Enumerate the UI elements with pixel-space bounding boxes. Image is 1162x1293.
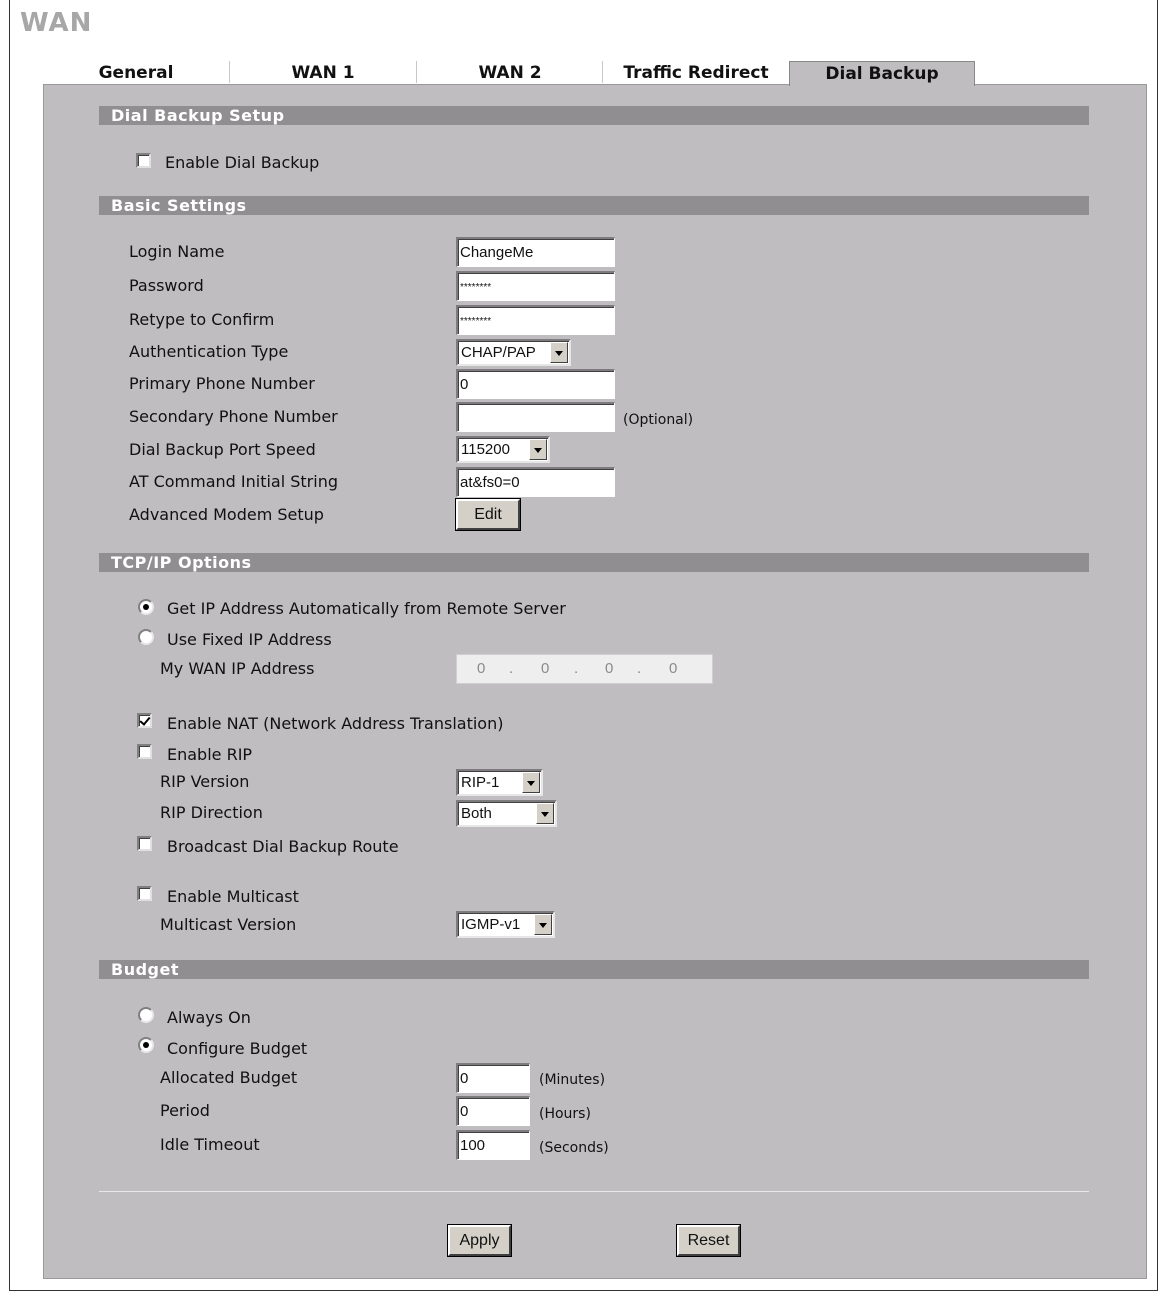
wan-ip-octet-3: 0 bbox=[605, 660, 614, 677]
apply-button[interactable]: Apply bbox=[448, 1225, 511, 1256]
password-label: Password bbox=[129, 276, 204, 295]
edit-modem-button[interactable]: Edit bbox=[456, 499, 520, 530]
divider bbox=[99, 1191, 1089, 1192]
port-speed-label: Dial Backup Port Speed bbox=[129, 440, 316, 459]
tab-wan2[interactable]: WAN 2 bbox=[478, 63, 542, 83]
chevron-down-icon[interactable] bbox=[529, 439, 547, 460]
minutes-unit: (Minutes) bbox=[539, 1072, 606, 1088]
allocated-budget-input[interactable]: 0 bbox=[456, 1063, 530, 1093]
retype-confirm-label: Retype to Confirm bbox=[129, 310, 275, 329]
broadcast-route-checkbox[interactable] bbox=[137, 836, 152, 851]
port-speed-select[interactable] bbox=[456, 436, 550, 463]
chevron-down-icon[interactable] bbox=[536, 803, 554, 824]
rip-version-label: RIP Version bbox=[160, 772, 250, 791]
primary-phone-input[interactable]: 0 bbox=[456, 369, 615, 399]
configure-budget-label: Configure Budget bbox=[167, 1039, 308, 1058]
at-command-label: AT Command Initial String bbox=[129, 472, 338, 491]
wan-ip-label: My WAN IP Address bbox=[160, 659, 315, 678]
at-command-input[interactable]: at&fs0=0 bbox=[456, 467, 615, 497]
enable-multicast-checkbox[interactable] bbox=[137, 886, 152, 901]
idle-timeout-input[interactable]: 100 bbox=[456, 1130, 530, 1160]
retype-confirm-input[interactable]: ******** bbox=[456, 305, 615, 335]
chevron-down-icon[interactable] bbox=[534, 914, 552, 935]
enable-rip-checkbox[interactable] bbox=[137, 744, 152, 759]
seconds-unit: (Seconds) bbox=[539, 1140, 609, 1156]
primary-phone-label: Primary Phone Number bbox=[129, 374, 315, 393]
multicast-version-label: Multicast Version bbox=[160, 915, 297, 934]
rip-direction-value: Both bbox=[461, 805, 492, 822]
idle-timeout-label: Idle Timeout bbox=[160, 1135, 260, 1154]
login-name-input[interactable]: ChangeMe bbox=[456, 237, 615, 267]
advanced-modem-label: Advanced Modem Setup bbox=[129, 505, 324, 524]
reset-button[interactable]: Reset bbox=[677, 1225, 740, 1256]
wan-ip-input[interactable] bbox=[456, 654, 713, 684]
chevron-down-icon[interactable] bbox=[550, 342, 568, 363]
auth-type-value: CHAP/PAP bbox=[461, 344, 536, 361]
enable-nat-checkbox[interactable] bbox=[137, 713, 152, 728]
enable-multicast-label: Enable Multicast bbox=[167, 887, 299, 906]
wan-ip-octet-1: 0 bbox=[477, 660, 486, 677]
multicast-version-select[interactable] bbox=[456, 911, 555, 938]
section-header-basic-settings: Basic Settings bbox=[99, 196, 1089, 215]
ip-separator: . bbox=[574, 660, 579, 677]
secondary-phone-label: Secondary Phone Number bbox=[129, 407, 338, 426]
password-input[interactable]: ******** bbox=[456, 271, 615, 301]
enable-dial-backup-checkbox[interactable] bbox=[136, 153, 151, 168]
ip-separator: . bbox=[637, 660, 642, 677]
port-speed-value: 115200 bbox=[461, 441, 510, 458]
ip-separator: . bbox=[509, 660, 514, 677]
rip-version-select[interactable] bbox=[456, 769, 543, 796]
period-label: Period bbox=[160, 1101, 210, 1120]
chevron-down-icon[interactable] bbox=[522, 772, 540, 793]
rip-direction-label: RIP Direction bbox=[160, 803, 263, 822]
tab-traffic-redirect[interactable]: Traffic Redirect bbox=[623, 63, 769, 83]
wan-ip-octet-2: 0 bbox=[541, 660, 550, 677]
rip-direction-select[interactable] bbox=[456, 800, 557, 827]
hours-unit: (Hours) bbox=[539, 1106, 591, 1122]
use-fixed-ip-label: Use Fixed IP Address bbox=[167, 630, 332, 649]
auth-type-label: Authentication Type bbox=[129, 342, 289, 361]
section-header-dial-backup-setup: Dial Backup Setup bbox=[99, 106, 1089, 125]
broadcast-route-label: Broadcast Dial Backup Route bbox=[167, 837, 399, 856]
tab-wan1[interactable]: WAN 1 bbox=[291, 63, 355, 83]
period-input[interactable]: 0 bbox=[456, 1096, 530, 1126]
configure-budget-radio[interactable] bbox=[138, 1037, 154, 1053]
use-fixed-ip-radio[interactable] bbox=[138, 629, 154, 645]
allocated-budget-label: Allocated Budget bbox=[160, 1068, 298, 1087]
auth-type-select[interactable] bbox=[456, 339, 571, 366]
multicast-version-value: IGMP-v1 bbox=[461, 916, 521, 933]
enable-rip-label: Enable RIP bbox=[167, 745, 253, 764]
optional-hint: (Optional) bbox=[623, 412, 694, 428]
enable-nat-label: Enable NAT (Network Address Translation) bbox=[167, 714, 504, 733]
rip-version-value: RIP-1 bbox=[461, 774, 500, 791]
secondary-phone-input[interactable] bbox=[456, 402, 615, 432]
get-ip-auto-label: Get IP Address Automatically from Remote Server bbox=[167, 599, 566, 618]
enable-dial-backup-label: Enable Dial Backup bbox=[165, 153, 320, 172]
wan-ip-octet-4: 0 bbox=[669, 660, 678, 677]
section-header-tcpip: TCP/IP Options bbox=[99, 553, 1089, 572]
section-header-budget: Budget bbox=[99, 960, 1089, 979]
login-name-label: Login Name bbox=[129, 242, 225, 261]
get-ip-auto-radio[interactable] bbox=[138, 599, 154, 615]
always-on-radio[interactable] bbox=[138, 1007, 154, 1023]
page-title: WAN bbox=[20, 8, 93, 38]
tab-general[interactable]: General bbox=[98, 63, 174, 83]
always-on-label: Always On bbox=[167, 1008, 251, 1027]
tab-dial-backup[interactable]: Dial Backup bbox=[789, 61, 975, 86]
